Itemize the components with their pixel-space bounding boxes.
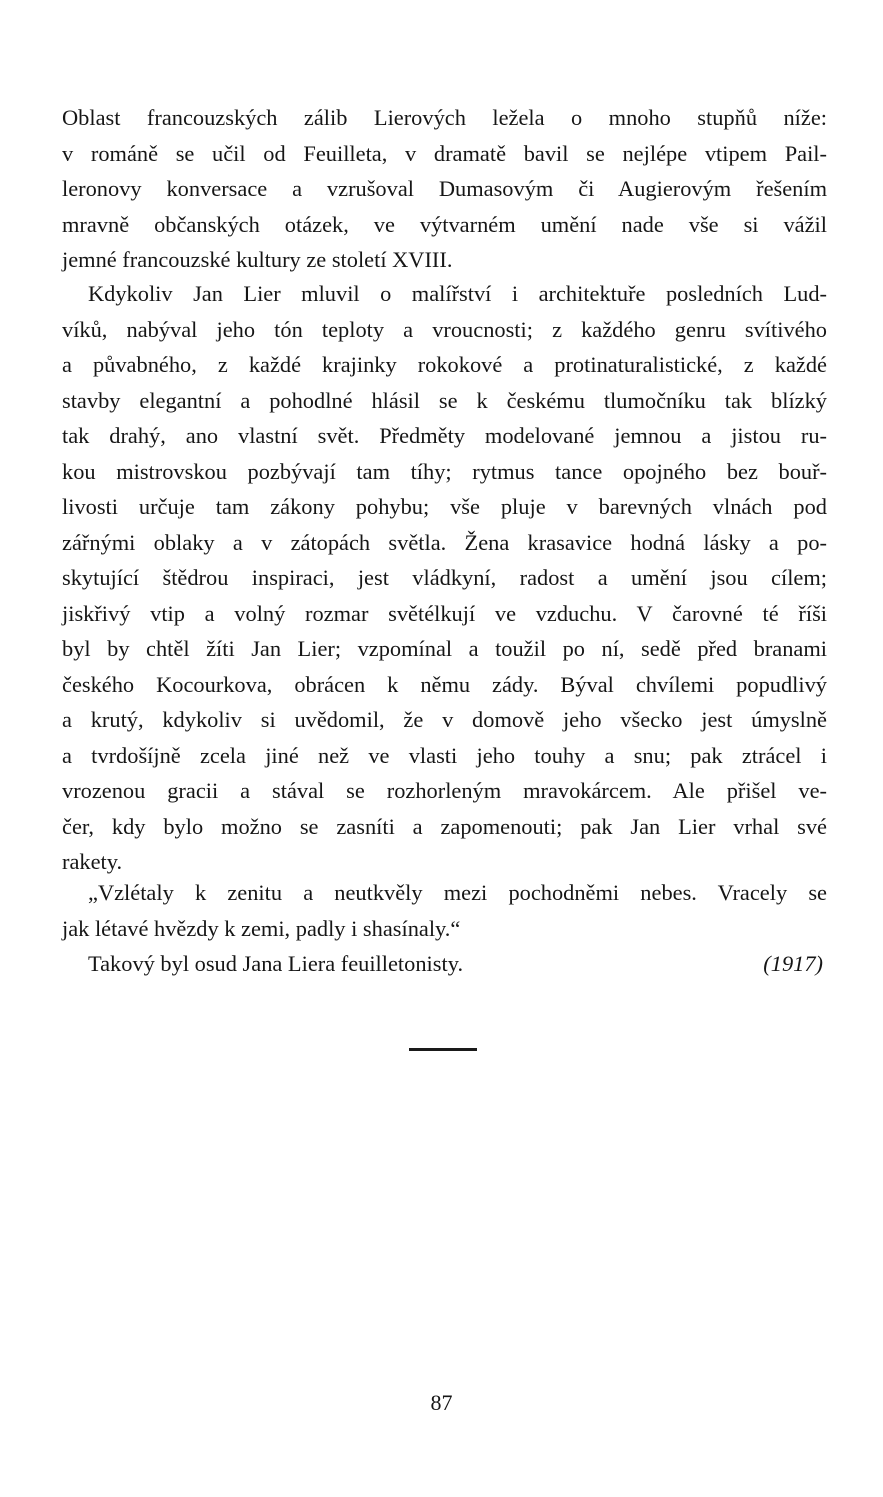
closing-year: (1917) — [763, 951, 823, 976]
text-line: čer, kdy bylo možno se zasníti a zapomenouti; pak Jan Lier vrhal své — [62, 813, 827, 839]
paragraph-1 — [62, 100, 827, 278]
text-line: jemné francouzské kultury ze století XVIII. — [62, 247, 453, 272]
page-number: 87 — [430, 1390, 453, 1415]
text-line: v románě se učil od Feuilleta, v dramatě bavil se nejlépe vtipem Pail- — [62, 140, 827, 166]
section-divider — [409, 1048, 477, 1051]
text-line: a tvrdošíjně zcela jiné než ve vlasti jeho touhy a snu; pak ztrácel i — [62, 742, 827, 768]
text-line: jak létavé hvězdy k zemi, padly i shasínaly.“ — [62, 915, 461, 941]
closing-text: Takový byl osud Jana Liera feuilletonisty. — [88, 951, 464, 976]
text-line: a půvabného, z každé krajinky rokokové a protinaturalistické, z každé — [62, 352, 827, 377]
paragraph-2 — [62, 276, 827, 880]
text-line: Kdykoliv Jan Lier mluvil o malířství i architektuře posledních Lud- — [88, 281, 827, 306]
text-line: byl by chtěl žíti Jan Lier; vzpomínal a toužil po ní, sedě před branami — [62, 636, 827, 661]
text-line: jiskřivý vtip a volný rozmar světélkují ve vzduchu. V čarovné té říši — [62, 600, 827, 626]
text-line: leronovy konversace a vzrušoval Dumasovým či Augierovým řešením — [62, 176, 827, 201]
text-line: a krutý, kdykoliv si uvědomil, že v domově jeho všecko jest úmyslně — [62, 707, 827, 732]
text-line: skytující štědrou inspiraci, jest vládkyní, radost a umění jsou cílem; — [62, 565, 827, 590]
closing-line — [62, 946, 827, 982]
text-line: víků, nabýval jeho tón teploty a vroucnosti; z každého genru svítivého — [62, 316, 827, 342]
text-line: Oblast francouzských zálib Lierových ležela o mnoho stupňů níže: — [62, 105, 827, 130]
text-line: vrozenou gracii a stával se rozhorleným mravokárcem. Ale přišel ve- — [62, 778, 827, 803]
text-line: livosti určuje tam zákony pohybu; vše pluje v barevných vlnách pod — [62, 494, 827, 519]
text-line: mravně občanských otázek, ve výtvarném umění nade vše si vážil — [62, 211, 827, 237]
text-line: rakety. — [62, 849, 123, 874]
text-line: zářnými oblaky a v zátopách světla. Žena krasavice hodná lásky a po- — [62, 529, 827, 555]
text-line: tak drahý, ano vlastní svět. Předměty modelované jemnou a jistou ru- — [62, 423, 827, 448]
text-line: stavby elegantní a pohodlné hlásil se k českému tlumočníku tak blízký — [62, 387, 827, 413]
paragraph-quote — [62, 875, 827, 946]
text-line: českého Kocourkova, obrácen k němu zády. Býval chvílemi popudlivý — [62, 671, 827, 697]
text-line: „Vzlétaly k zenitu a neutkvěly mezi pochodněmi nebes. Vracely se — [88, 880, 827, 905]
text-line: kou mistrovskou pozbývají tam tíhy; rytmus tance opojného bez bouř- — [62, 458, 827, 484]
